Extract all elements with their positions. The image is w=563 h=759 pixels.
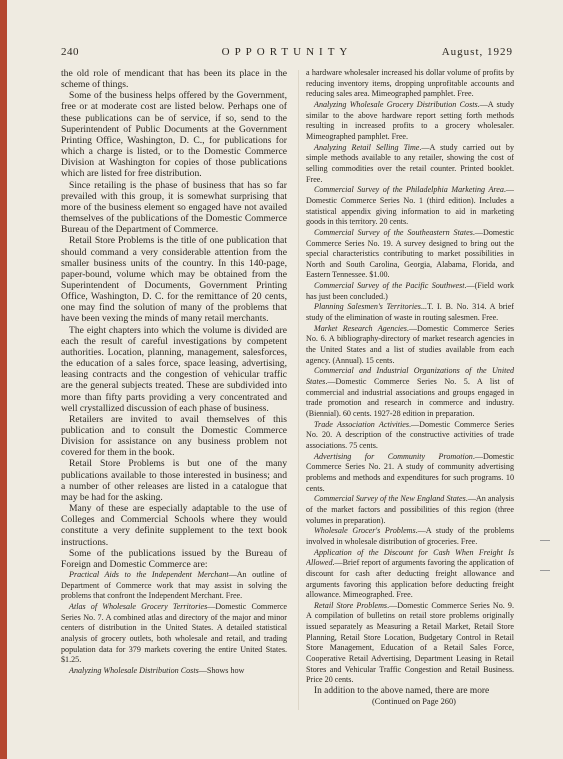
publication-title: Wholesale Grocer's Problems bbox=[314, 526, 416, 536]
paragraph: Retail Store Problems is but one of the many publications available to those interested in business; and a number of other releases are listed in a catalogue that may be had for the asking. bbox=[61, 458, 287, 503]
closing-paragraph: In addition to the above named, there are more bbox=[314, 686, 490, 697]
paragraph: Many of these are especially adaptable to the use of Colleges and Commercial Schools where they would constitute a very definite supplement to the text book instructions. bbox=[61, 503, 287, 548]
continued-note: (Continued on Page 260) bbox=[372, 697, 456, 707]
publication-title: Analyzing Wholesale Distribution Costs bbox=[69, 665, 199, 675]
publication-description: .—A study similar to the above hardware report setting forth methods resulting in increased profits to a grocery wholesaler. Mimeographed pamphlet. Free. bbox=[306, 99, 514, 141]
publication-description: .—Domestic Commerce Series No. 5. A list of commercial and industrial associations and groups engaged in trade promotion and research in commerce and industry. (Biennial). 60 cents. 1927-28 edition in preparation. bbox=[306, 377, 514, 418]
publication-entry bbox=[306, 100, 514, 143]
issue-date: August, 1929 bbox=[441, 46, 513, 58]
publication-entry bbox=[306, 548, 514, 601]
publication-entry bbox=[306, 494, 514, 526]
publication-title: Market Research Agencies bbox=[314, 323, 407, 333]
publication-title: Analyzing Retail Selling Time bbox=[314, 142, 420, 152]
publication-entry bbox=[306, 143, 514, 186]
publication-entry bbox=[61, 570, 287, 602]
paragraph: Some of the business helps offered by the Government, free or at moderate cost are listed below. Perhaps one of these publications can be of service, if so, send to the Superintendent of Public Documents at the Government Printing Office, Washington, D. C., for publications for which a charge is listed, or to the Domestic Commerce Division at Washington for copies of those publications which are listed for free distribution. bbox=[61, 90, 287, 180]
publication-title: Retail Store Problems bbox=[314, 600, 388, 610]
paragraph: Retail Store Problems is the title of one publication that should command a very considerable attention from the smaller business units of the country. In this 140-page, paper-bound, volume which may be obtained from the Superintendent of Documents, Government Printing Office, Washington, D. C. for the remittance of 20 cents, one may find the solution of many of the problems that have been vexing the minds of many retail merchants. bbox=[61, 235, 287, 325]
publication-entry bbox=[306, 228, 514, 281]
publication-title: Commercial Survey of the New England States bbox=[314, 494, 466, 504]
publication-description: .—(Field work has just been concluded.) bbox=[306, 281, 514, 301]
publication-description: —Domestic Commerce Series No. 7. A combined atlas and directory of the major and minor centers of distribution in the United States. A detailed statistical analysis of grocery outlets, both wholesale and retail, and trading population data for 379 markets covering the entire United States. $1.25. bbox=[61, 602, 287, 665]
book-binding-edge bbox=[0, 0, 7, 759]
publication-title: Advertising for Community Promotion bbox=[314, 451, 473, 461]
publication-description: .—Domestic Commerce Series No. 6. A bibliography-directory of market research agencies in the United States and a list of studies available from each agency. (Annual). 15 cents. bbox=[306, 323, 514, 365]
paragraph: The eight chapters into which the volume is divided are each the result of careful investigations by competent authorities. Location, planning, management, salesforces, the education of a sales force, space leasing, advertising, leasing contracts and the congestion of vehicular traffic are the general subjects treated. These are subdivided into more than fifty parts providing a very concentrated and well crystallized discussion of each phase of business. bbox=[61, 324, 287, 414]
publication-title: Trade Association Activities bbox=[314, 419, 410, 429]
publication-description: .—Brief report of arguments favoring the application of discount for cash after deducting freight allowance and arguments favoring this application before deducting freight allowance. Mimeographed. Free. bbox=[306, 558, 514, 600]
publication-description: .—Domestic Commerce Series No. 9. A compilation of bulletins on retail store problems originally issued separately as Measuring a Retail Market, Retail Store Planning, Retail Store Location, Budgetary Control in Retail Store Management, Education of a Retail Sales Force, Cooperative Retail Advertising, Department Leasing in Retail Stores and Vehicular Traffic Congestion and Retail Business. Price 20 cents. bbox=[306, 600, 514, 685]
publication-title: Commercial Survey of the Pacific Southwest bbox=[314, 281, 465, 291]
publication-entry bbox=[306, 68, 514, 100]
right-column bbox=[306, 68, 514, 708]
publication-description: .—Domestic Commerce Series No. 20. A description of the constructive activities of trade associations. 75 cents. bbox=[306, 419, 514, 450]
publication-entry bbox=[61, 666, 287, 677]
publication-title: Practical Aids to the Independent Merchant bbox=[69, 570, 229, 580]
publication-entry bbox=[306, 185, 514, 228]
publication-entry bbox=[306, 281, 514, 302]
publication-description: a hardware wholesaler increased his dollar volume of profits by reducing inventory items, dropping unprofitable accounts and reducing sales area. Mimeographed pamphlet. Free. bbox=[306, 68, 514, 99]
publication-list-right bbox=[306, 68, 514, 686]
publication-title: Commercial and Industrial Organizations of the United States bbox=[306, 366, 514, 387]
publication-description: ...T. I. B. No. 314. A brief study of the elimination of waste in routing salesmen. Free. bbox=[306, 302, 514, 323]
publication-entry bbox=[306, 526, 514, 547]
publication-entry bbox=[306, 452, 514, 495]
publication-title: Application of the Discount for Cash When Freight Is Allowed bbox=[306, 547, 514, 568]
publication-title: Commercial Survey of the Philadelphia Marketing Area bbox=[314, 185, 504, 195]
publication-entry bbox=[306, 302, 514, 323]
publication-title: Commercial Survey of the Southeastern States bbox=[314, 227, 473, 237]
left-column bbox=[61, 68, 287, 677]
publication-title: Planning Salesmen's Territories bbox=[314, 302, 421, 312]
paragraph: the old role of mendicant that has been its place in the scheme of things. bbox=[61, 68, 287, 91]
publication-description: .—Domestic Commerce Series No. 1 (third edition). Includes a statistical appendix giving information to aid in marketing goods in this territory. 20 cents. bbox=[306, 185, 514, 227]
column-gutter bbox=[298, 70, 299, 710]
publication-description: —An outline of Department of Commerce work that may assist in solving the problems that confront the Independent Merchant. Free. bbox=[61, 570, 287, 601]
publication-entry bbox=[61, 602, 287, 666]
publication-list-left bbox=[61, 570, 287, 677]
publication-description: .—An analysis of the market factors and possibilities of this region (three volumes in preparation). bbox=[306, 494, 514, 525]
publication-description: .—Domestic Commerce Series No. 19. A survey designed to bring out the special characteristics contributing to market possibilities in North and South Carolina, Georgia, Alabama, Florida, and Eastern Tennessee. $1.00. bbox=[306, 227, 514, 280]
publication-entry bbox=[306, 324, 514, 367]
page-number: 240 bbox=[61, 46, 79, 58]
paragraph: Some of the publications issued by the Bureau of Foreign and Domestic Commerce are: bbox=[61, 547, 287, 570]
publication-description: .—A study carried out by simple methods available to any retailer, showing the cost of selling commodities over the retail counter. Printed booklet. Free. bbox=[306, 142, 514, 184]
magazine-title: OPPORTUNITY bbox=[221, 46, 353, 58]
publication-entry bbox=[306, 420, 514, 452]
publication-description: .—A study of the problems involved in wholesale distribution of groceries. Free. bbox=[306, 526, 514, 546]
paragraph: Since retailing is the phase of business that has so far prevailed with this group, it is somewhat surprising that more of the business element so engaged have not availed themselves of the publications of the Domestic Commerce Bureau of the Department of Commerce. bbox=[61, 179, 287, 236]
publication-entry bbox=[306, 366, 514, 419]
page-header bbox=[61, 46, 513, 60]
publication-description: .—Domestic Commerce Series No. 21. A study of community advertising problems and methods and expenditures for such programs. 10 cents. bbox=[306, 451, 514, 493]
margin-mark bbox=[540, 570, 550, 571]
margin-mark bbox=[540, 540, 550, 541]
publication-entry bbox=[306, 601, 514, 686]
publication-description: —Shows how bbox=[198, 665, 245, 675]
publication-title: Atlas of Wholesale Grocery Territories bbox=[69, 602, 208, 611]
paragraph: Retailers are invited to avail themselves of this publication and to consult the Domestic Commerce Division for assistance on any business problem not covered for them in the book. bbox=[61, 413, 287, 459]
publication-title: Analyzing Wholesale Grocery Distribution Costs bbox=[314, 99, 478, 109]
